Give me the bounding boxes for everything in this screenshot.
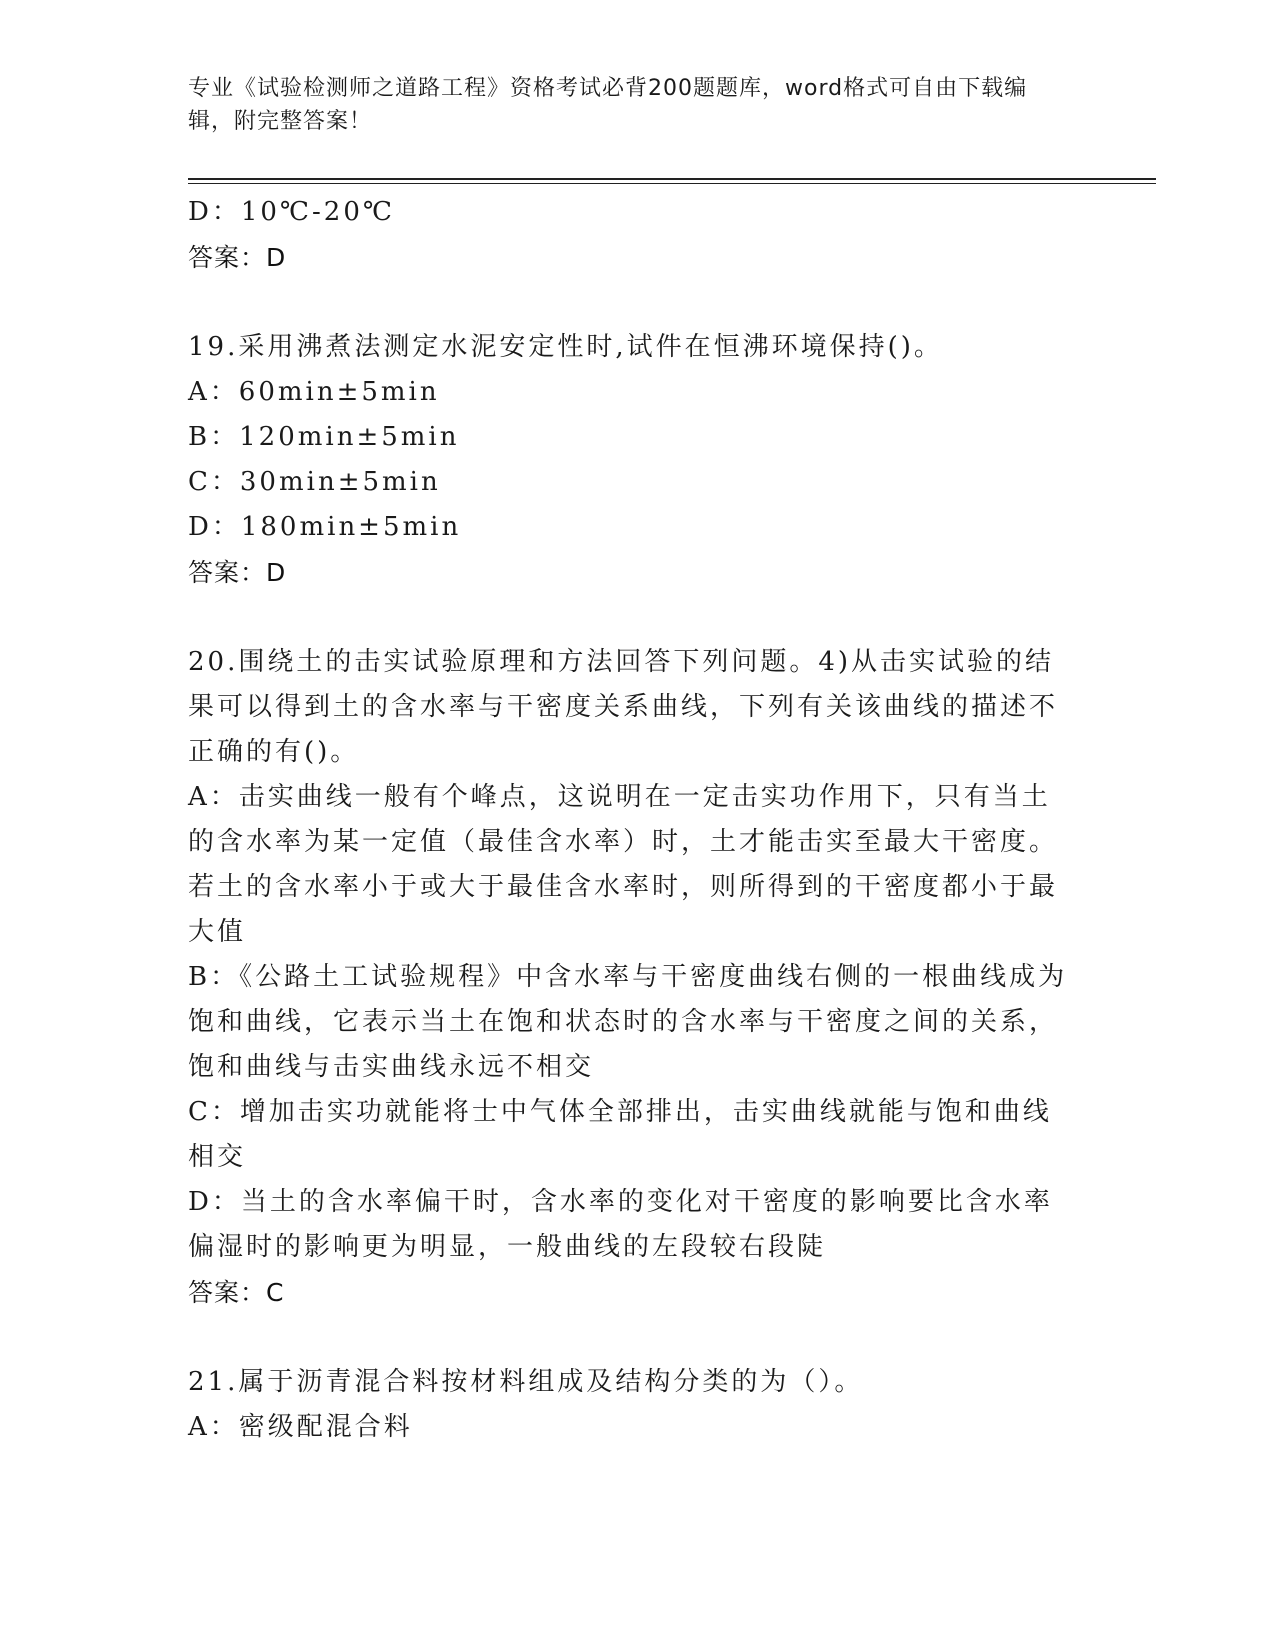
question-content bbox=[188, 190, 1078, 1450]
spacer bbox=[188, 1315, 1078, 1360]
q20-stem: 20.围绕土的击实试验原理和方法回答下列问题。4)从击实试验的结果可以得到土的含水率与干密度关系曲线，下列有关该曲线的描述不正确的有()。 bbox=[188, 647, 1059, 767]
document-header: 专业《试验检测师之道路工程》资格考试必背200题题库，word格式可自由下载编辑，附完整答案！ bbox=[188, 76, 1028, 134]
q20-option-b: B：《公路土工试验规程》中含水率与干密度曲线右侧的一根曲线成为饱和曲线，它表示当土在饱和状态时的含水率与干密度之间的关系，饱和曲线与击实曲线永远不相交 bbox=[188, 962, 1068, 1082]
q19-option-a: A：60min±5min bbox=[188, 377, 440, 407]
q19-option-c: C：30min±5min bbox=[188, 467, 441, 497]
q20-answer: 答案：C bbox=[188, 1278, 285, 1307]
spacer bbox=[188, 595, 1078, 640]
header-divider-thick bbox=[188, 178, 1156, 180]
q18-option-d: D：10℃-20℃ bbox=[188, 197, 395, 227]
q21-option-a: A：密级配混合料 bbox=[188, 1412, 413, 1442]
header-divider-thin bbox=[188, 183, 1156, 184]
q19-option-d: D：180min±5min bbox=[188, 512, 462, 542]
q20-option-d: D：当土的含水率偏干时，含水率的变化对干密度的影响要比含水率偏湿时的影响更为明显，一般曲线的左段较右段陡 bbox=[188, 1187, 1053, 1262]
q20-option-c: C：增加击实功就能将士中气体全部排出，击实曲线就能与饱和曲线相交 bbox=[188, 1097, 1052, 1172]
spacer bbox=[188, 280, 1078, 325]
q19-option-b: B：120min±5min bbox=[188, 422, 460, 452]
q19-answer: 答案：D bbox=[188, 558, 287, 587]
q18-answer: 答案：D bbox=[188, 243, 287, 272]
q21-stem: 21.属于沥青混合料按材料组成及结构分类的为（）。 bbox=[188, 1367, 864, 1397]
q20-option-a: A：击实曲线一般有个峰点，这说明在一定击实功作用下，只有当土的含水率为某一定值（最佳含水率）时，土才能击实至最大干密度。若土的含水率小于或大于最佳含水率时，则所得到的干密度都小于最大值 bbox=[188, 782, 1059, 947]
q19-stem: 19.采用沸煮法测定水泥安定性时,试件在恒沸环境保持()。 bbox=[188, 332, 943, 362]
